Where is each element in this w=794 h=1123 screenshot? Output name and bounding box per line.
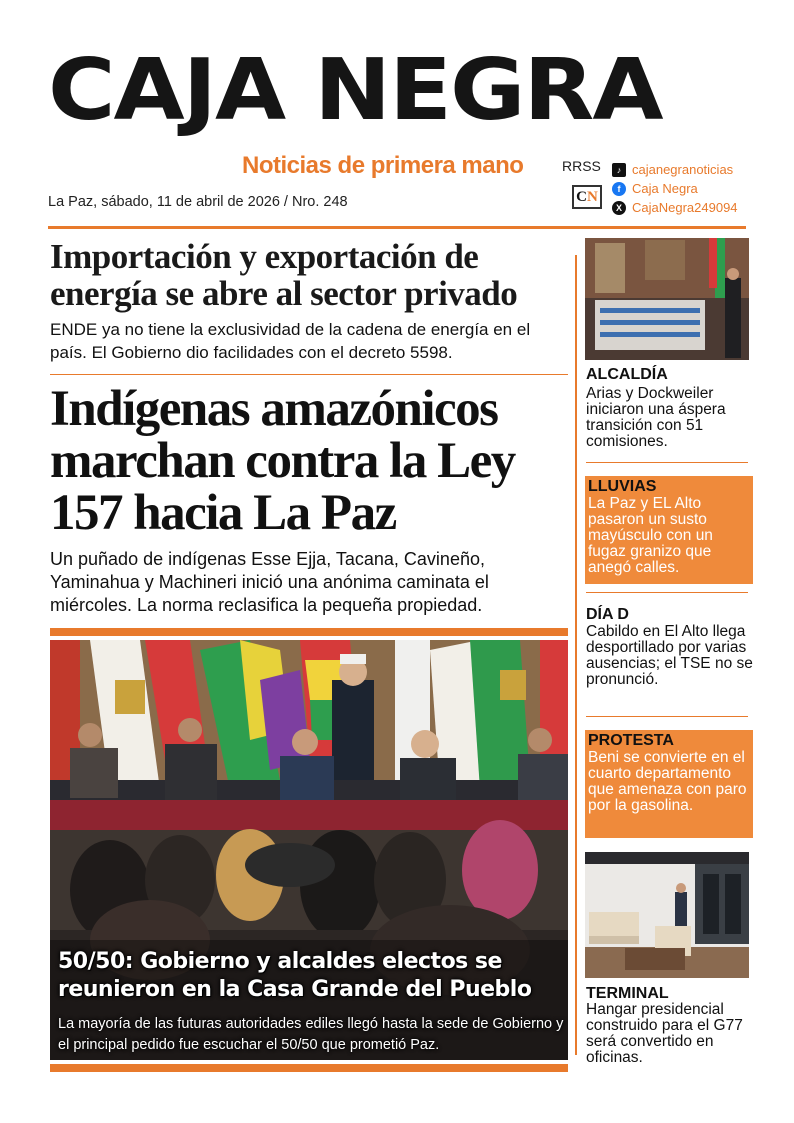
story-divider xyxy=(50,374,568,375)
facebook-icon: f xyxy=(612,182,626,196)
protesta-box[interactable] xyxy=(585,730,753,838)
dia-d-text: Cabildo en El Alto llega desportillado por varias ausencias; el TSE no se pronunció. xyxy=(586,623,753,688)
side-divider-2 xyxy=(586,592,748,593)
newspaper-logo: CAJA NEGRA xyxy=(48,40,662,140)
cn-logo-icon: CN xyxy=(572,185,602,209)
dateline: La Paz, sábado, 11 de abril de 2026 / Nro. 248 xyxy=(48,194,348,210)
lluvias-text: La Paz y EL Alto pasaron un susto mayúsculo con un fugaz granizo que anegó calles. xyxy=(588,495,713,576)
facebook-handle: Caja Negra xyxy=(632,181,698,196)
dia-d-label[interactable]: DÍA D xyxy=(586,606,629,623)
terminal-text: Hangar presidencial construido para el G77 será convertido en oficinas. xyxy=(586,1001,743,1066)
social-links xyxy=(612,160,738,217)
protesta-text: Beni se convierte en el cuarto departamento que amenaza con paro por la gasolina. xyxy=(588,749,747,814)
rrss-label: RRSS xyxy=(562,158,601,174)
alcaldia-text: Arias y Dockweiler iniciaron una áspera transición con 51 comisiones. xyxy=(586,385,726,450)
x-icon: X xyxy=(612,201,626,215)
alcaldia-label[interactable]: ALCALDÍA xyxy=(586,366,668,383)
photo-top-bar xyxy=(50,628,568,636)
alcaldia-photo-illustration xyxy=(585,238,749,360)
photo-summary: La mayoría de las futuras autoridades ediles llegó hasta la sede de Gobierno y el principal pedido fue escuchar el 50/50 que prometió Paz. xyxy=(58,1016,564,1053)
lead1-headline[interactable]: Importación y exportación de energía se abre al sector privado xyxy=(50,237,518,313)
tiktok-icon: ♪ xyxy=(612,163,626,177)
side-divider-3 xyxy=(586,716,748,717)
social-x[interactable] xyxy=(612,198,738,217)
side-divider-1 xyxy=(586,462,748,463)
lluvias-box[interactable] xyxy=(585,476,753,584)
lead1-summary: ENDE ya no tiene la exclusividad de la cadena de energía en el país. El Gobierno dio facilidades con el decreto 5598. xyxy=(50,320,531,362)
lead2-headline[interactable]: Indígenas amazónicos marchan contra la Ley 157 hacia La Paz xyxy=(50,381,515,541)
x-handle: CajaNegra249094 xyxy=(632,200,738,215)
terminal-photo-illustration xyxy=(585,852,749,978)
alcaldia-photo[interactable] xyxy=(585,238,749,360)
photo-headline[interactable]: 50/50: Gobierno y alcaldes electos se reunieron en la Casa Grande del Pueblo xyxy=(58,949,532,1002)
social-facebook[interactable] xyxy=(612,179,738,198)
protesta-label: PROTESTA xyxy=(588,732,674,749)
photo-bottom-bar xyxy=(50,1064,568,1072)
lluvias-label: LLUVIAS xyxy=(588,478,657,495)
tiktok-handle: cajanegranoticias xyxy=(632,162,734,177)
tagline: Noticias de primera mano xyxy=(242,152,524,179)
social-tiktok[interactable] xyxy=(612,160,738,179)
header-divider xyxy=(48,226,746,229)
terminal-label[interactable]: TERMINAL xyxy=(586,985,669,1002)
column-divider xyxy=(575,255,577,1055)
meeting-photo[interactable] xyxy=(50,640,568,1060)
terminal-photo[interactable] xyxy=(585,852,749,978)
lead2-summary: Un puñado de indígenas Esse Ejja, Tacana, Cavineño, Yaminahua y Machineri inició una anónima caminata el miércoles. La norma reclasifica la pequeña propiedad. xyxy=(50,549,489,615)
